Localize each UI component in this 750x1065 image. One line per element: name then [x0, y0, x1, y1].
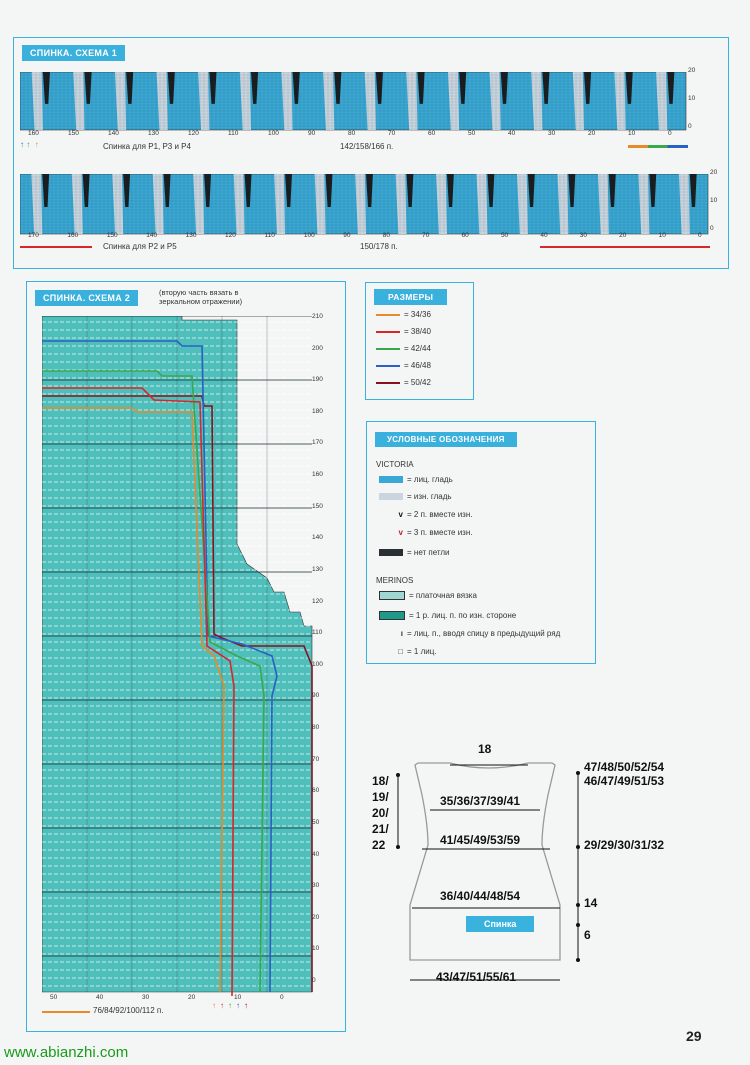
schema2-count: 76/84/92/100/112 п.: [93, 1006, 164, 1015]
col-tick: 10: [628, 130, 636, 137]
col-tick: 160: [67, 232, 79, 239]
col-tick: 120: [188, 130, 199, 137]
garment-schematic: [390, 755, 590, 990]
legend-label: = нет петли: [407, 548, 450, 557]
site-url[interactable]: www.abianzhi.com: [4, 1044, 129, 1061]
col-tick: 100: [268, 130, 279, 137]
row-tick: 90: [312, 692, 320, 700]
row-tick: 190: [312, 376, 323, 384]
chart1-arrows: ↑ ↑ ↑: [20, 140, 39, 149]
measure-right-14: 14: [584, 896, 598, 910]
col-tick: 30: [548, 130, 556, 137]
col-tick: 10: [234, 994, 242, 1001]
col-tick: 50: [500, 232, 509, 239]
row-tick: 10: [312, 945, 320, 953]
legend-title: УСЛОВНЫЕ ОБОЗНАЧЕНИЯ: [375, 432, 517, 447]
measure-top: 18: [478, 742, 492, 756]
col-tick: 110: [264, 232, 275, 239]
schema1-chart2: [20, 174, 710, 236]
measure-right-top-2: 46/47/49/51/53: [584, 774, 665, 788]
row-tick: 0: [710, 225, 714, 232]
measure-left-2: 19/: [372, 790, 389, 804]
measure-left-3: 20/: [372, 806, 389, 820]
size-item: [376, 310, 431, 319]
legend-item: [379, 528, 472, 537]
legend-symbol: [379, 476, 403, 483]
col-tick: 170: [28, 232, 39, 239]
schema2-row-ticks: [312, 313, 336, 996]
row-tick: 0: [688, 123, 692, 130]
size-color-swatch: [376, 365, 400, 367]
measure-right-mid: 29/29/30/31/32: [584, 838, 665, 852]
chart2-count: 150/178 п.: [360, 242, 398, 251]
col-tick: 90: [343, 232, 351, 239]
size-item: [376, 344, 431, 353]
col-tick: 90: [308, 130, 316, 137]
chart2-caption: Спинка для Р2 и Р5: [103, 242, 177, 251]
legend-item: [379, 548, 450, 557]
col-tick: 70: [388, 130, 396, 137]
col-tick: 0: [280, 994, 284, 1001]
row-tick: 60: [312, 787, 320, 795]
row-tick: 80: [312, 724, 320, 732]
row-tick: 100: [312, 660, 323, 668]
measure-left-1: 18/: [372, 774, 389, 788]
legend-symbol: [379, 549, 403, 556]
measure-right-6: 6: [584, 928, 591, 942]
row-tick: 170: [312, 439, 323, 447]
measure-right-top-1: 47/48/50/52/54: [584, 760, 665, 774]
legend-symbol: [379, 493, 403, 500]
col-tick: 40: [96, 994, 104, 1001]
row-tick: 210: [312, 313, 323, 320]
size-item: [376, 327, 431, 336]
size-item: [376, 361, 431, 370]
row-tick: 70: [312, 755, 320, 763]
legend-item: [379, 611, 516, 620]
row-tick: 20: [710, 169, 718, 176]
chart2-row-ticks: [710, 169, 730, 236]
col-tick: 20: [588, 130, 596, 137]
size-color-swatch: [376, 314, 400, 316]
legend-merinos-heading: MERINOS: [376, 576, 414, 585]
col-tick: 100: [303, 232, 315, 239]
size-label: = 50/42: [404, 378, 431, 387]
legend-box: [366, 421, 596, 664]
col-tick: 50: [50, 994, 58, 1001]
measure-width-1: 35/36/37/39/41: [440, 794, 521, 808]
legend-symbol: □: [398, 647, 403, 657]
legend-item: [379, 492, 452, 501]
row-tick: 200: [312, 344, 323, 352]
schema2-arrows: ↑↑↑↑↑: [212, 1001, 252, 1010]
col-tick: 150: [106, 232, 118, 239]
chart1-caption: Спинка для Р1, Р3 и Р4: [103, 142, 191, 151]
size-color-swatch: [376, 331, 400, 333]
legend-item: [379, 475, 453, 484]
col-tick: 60: [461, 232, 469, 239]
sizes-title: РАЗМЕРЫ: [374, 289, 447, 305]
measure-bottom: 43/47/51/55/61: [436, 970, 517, 984]
legend-symbol: ı: [400, 629, 403, 639]
col-tick: 80: [382, 232, 390, 239]
row-tick: 10: [710, 197, 718, 204]
col-tick: 80: [348, 130, 356, 137]
chart1-right-lines: [628, 145, 688, 148]
row-tick: 130: [312, 565, 323, 573]
col-tick: 30: [142, 994, 150, 1001]
col-tick: 50: [468, 130, 476, 137]
row-tick: 110: [312, 629, 323, 637]
legend-item: [379, 629, 560, 638]
row-tick: 20: [312, 913, 320, 921]
col-tick: 40: [508, 130, 516, 137]
col-tick: 140: [108, 130, 119, 137]
size-color-swatch: [376, 348, 400, 350]
row-tick: 160: [312, 471, 323, 479]
row-tick: 40: [312, 850, 320, 858]
size-label: = 38/40: [404, 327, 431, 336]
legend-label: = лиц. п., вводя спицу в предыдущий ряд: [407, 629, 561, 638]
col-tick: 130: [185, 232, 197, 239]
schema2-col-ticks: [42, 994, 312, 1004]
legend-label: = лиц. гладь: [407, 475, 453, 484]
schema2-chart: [42, 316, 322, 996]
col-tick: 120: [225, 232, 236, 239]
size-color-swatch: [376, 382, 400, 384]
size-label: = 46/48: [404, 361, 431, 370]
col-tick: 140: [146, 232, 158, 239]
col-tick: 20: [188, 994, 196, 1001]
legend-symbol: [379, 591, 405, 600]
size-label: = 34/36: [404, 310, 431, 319]
col-tick: 0: [668, 130, 672, 137]
row-tick: 20: [688, 67, 696, 74]
measure-width-2: 41/45/49/53/59: [440, 833, 521, 847]
sizes-box: [365, 282, 474, 400]
col-tick: 10: [658, 232, 666, 239]
size-item: [376, 378, 431, 387]
row-tick: 140: [312, 534, 323, 542]
chart2-col-ticks: [20, 232, 710, 242]
chart1-row-ticks: [688, 67, 708, 134]
schema2-note: (вторую часть вязать в зеркальном отражении): [159, 288, 243, 306]
col-tick: 30: [579, 232, 587, 239]
row-tick: 30: [312, 882, 320, 890]
legend-symbol: v: [398, 528, 403, 538]
col-tick: 20: [619, 232, 627, 239]
legend-label: = 3 п. вместе изн.: [407, 528, 473, 537]
legend-symbol: [379, 611, 405, 620]
row-tick: 50: [312, 818, 320, 826]
legend-victoria-heading: VICTORIA: [376, 460, 414, 469]
chart1-col-ticks: [20, 130, 692, 140]
chart2-red-line-left: [20, 246, 92, 248]
schema1-chart1: [20, 72, 692, 132]
col-tick: 0: [698, 232, 702, 239]
pattern-label: Спинка: [466, 916, 534, 932]
measure-width-3: 36/40/44/48/54: [440, 889, 521, 903]
row-tick: 150: [312, 502, 323, 510]
row-tick: 0: [312, 977, 316, 984]
col-tick: 160: [28, 130, 39, 137]
row-tick: 120: [312, 597, 323, 605]
col-tick: 70: [422, 232, 430, 239]
legend-label: = платочная вязка: [409, 591, 477, 600]
legend-label: = 1 лиц.: [407, 647, 437, 656]
col-tick: 40: [540, 232, 548, 239]
col-tick: 60: [428, 130, 436, 137]
chart1-count: 142/158/166 п.: [340, 142, 394, 151]
legend-label: = 2 п. вместе изн.: [407, 510, 473, 519]
col-tick: 150: [68, 130, 79, 137]
size-label: = 42/44: [404, 344, 431, 353]
page-number: 29: [686, 1028, 702, 1044]
row-tick: 10: [688, 95, 696, 102]
row-tick: 180: [312, 407, 323, 415]
legend-label: = 1 р. лиц. п. по изн. стороне: [409, 611, 517, 620]
legend-item: [379, 510, 472, 519]
schema1-title: СПИНКА. СХЕМА 1: [22, 45, 125, 61]
schema2-title: СПИНКА. СХЕМА 2: [35, 290, 138, 306]
measure-left-5: 22: [372, 838, 386, 852]
legend-symbol: v: [398, 510, 403, 520]
chart2-red-line-right: [540, 246, 710, 248]
col-tick: 130: [148, 130, 159, 137]
legend-item: [379, 647, 437, 656]
legend-item: [379, 591, 477, 600]
legend-label: = изн. гладь: [407, 492, 452, 501]
col-tick: 110: [228, 130, 239, 137]
schema2-bottom-line: [42, 1011, 90, 1013]
measure-left-4: 21/: [372, 822, 389, 836]
